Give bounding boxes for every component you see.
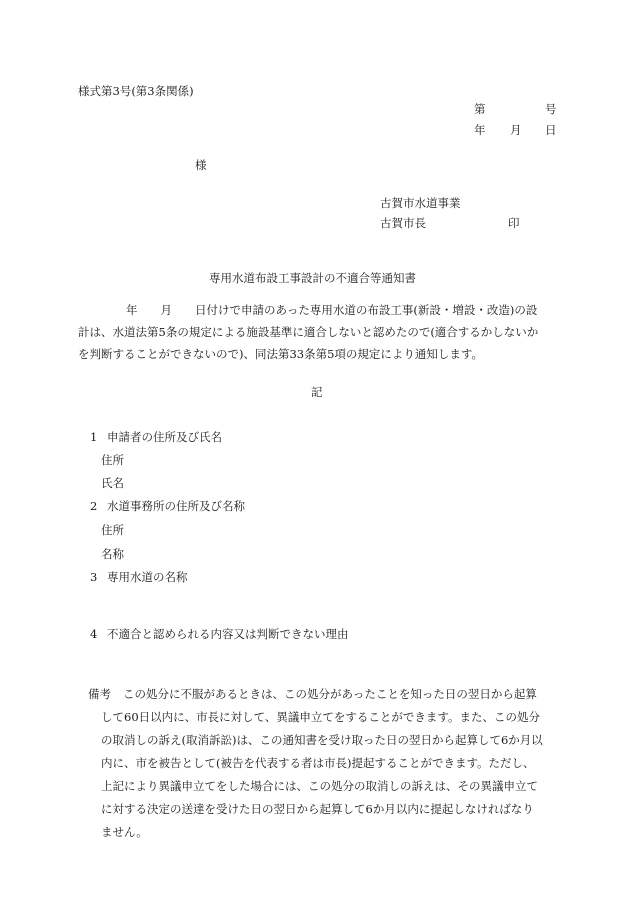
issuer-title: 古賀市長: [380, 216, 426, 230]
remarks-line-3: の取消しの訴え(取消訴訟)は、この通知書を受け取った日の翌日から起算して6か月以: [101, 733, 543, 747]
remarks-line-7: ません。: [101, 825, 148, 839]
item-3-number: 3: [90, 570, 98, 584]
remarks-head: 備考: [88, 687, 111, 701]
remarks-line-4: 内に、市を被告として(被告を代表する者は市長)提起することができます。ただし、: [101, 756, 535, 770]
issuer-organization: 古賀市水道事業: [380, 196, 461, 210]
remarks-line-1-text: この処分に不服があるときは、この処分があったことを知った日の翌日から起算: [123, 687, 537, 701]
remarks-line-6: に対する決定の送達を受けた日の翌日から起算して6か月以内に提起しなければなり: [101, 802, 534, 816]
seal-mark: 印: [508, 216, 520, 230]
body-line-3: を判断することができないので)、同法第33条第5項の規定により通知します。: [78, 347, 484, 361]
document-number-prefix: 第: [474, 102, 486, 116]
remarks-line-2: して60日以内に、市長に対して、異議申立てをすることができます。また、この処分: [101, 710, 540, 724]
item-2-sub-address: 住所: [101, 523, 124, 537]
item-2-number: 2: [90, 499, 98, 513]
date-year: 年: [474, 123, 486, 137]
form-label: 様式第3号(第3条関係): [78, 84, 194, 98]
document-title: 専用水道布設工事設計の不適合等通知書: [209, 271, 416, 285]
item-4-label: 不適合と認められる内容又は判断できない理由: [107, 627, 349, 641]
addressee-suffix: 様: [195, 158, 207, 172]
remarks-line-1: [88, 683, 566, 706]
body-line-1: 年 月 日付けで申請のあった専用水道の布設工事(新設・増設・改造)の設: [126, 303, 538, 317]
item-1-number: 1: [90, 430, 98, 444]
remarks-line-5: 上記により異議申立てをした場合には、この処分の取消しの訴えは、その異議申立て: [101, 779, 538, 793]
item-1-sub-name: 氏名: [101, 476, 124, 490]
item-3-label: 専用水道の名称: [107, 570, 188, 584]
remarks-block: [88, 683, 566, 844]
item-4-number: 4: [90, 627, 98, 641]
item-2-label: 水道事務所の住所及び名称: [107, 499, 245, 513]
date-month: 月: [510, 123, 522, 137]
ki-mark: 記: [311, 385, 323, 399]
body-paragraph: [78, 299, 566, 365]
item-1-label: 申請者の住所及び氏名: [107, 430, 222, 444]
date-day: 日: [545, 123, 557, 137]
body-line-2: 計は、水道法第5条の規定による施設基準に適合しないと認めたので(適合するかしないか: [78, 325, 539, 339]
item-1-sub-address: 住所: [101, 453, 124, 467]
item-2-sub-name: 名称: [101, 547, 124, 561]
document-number-suffix: 号: [545, 102, 557, 116]
